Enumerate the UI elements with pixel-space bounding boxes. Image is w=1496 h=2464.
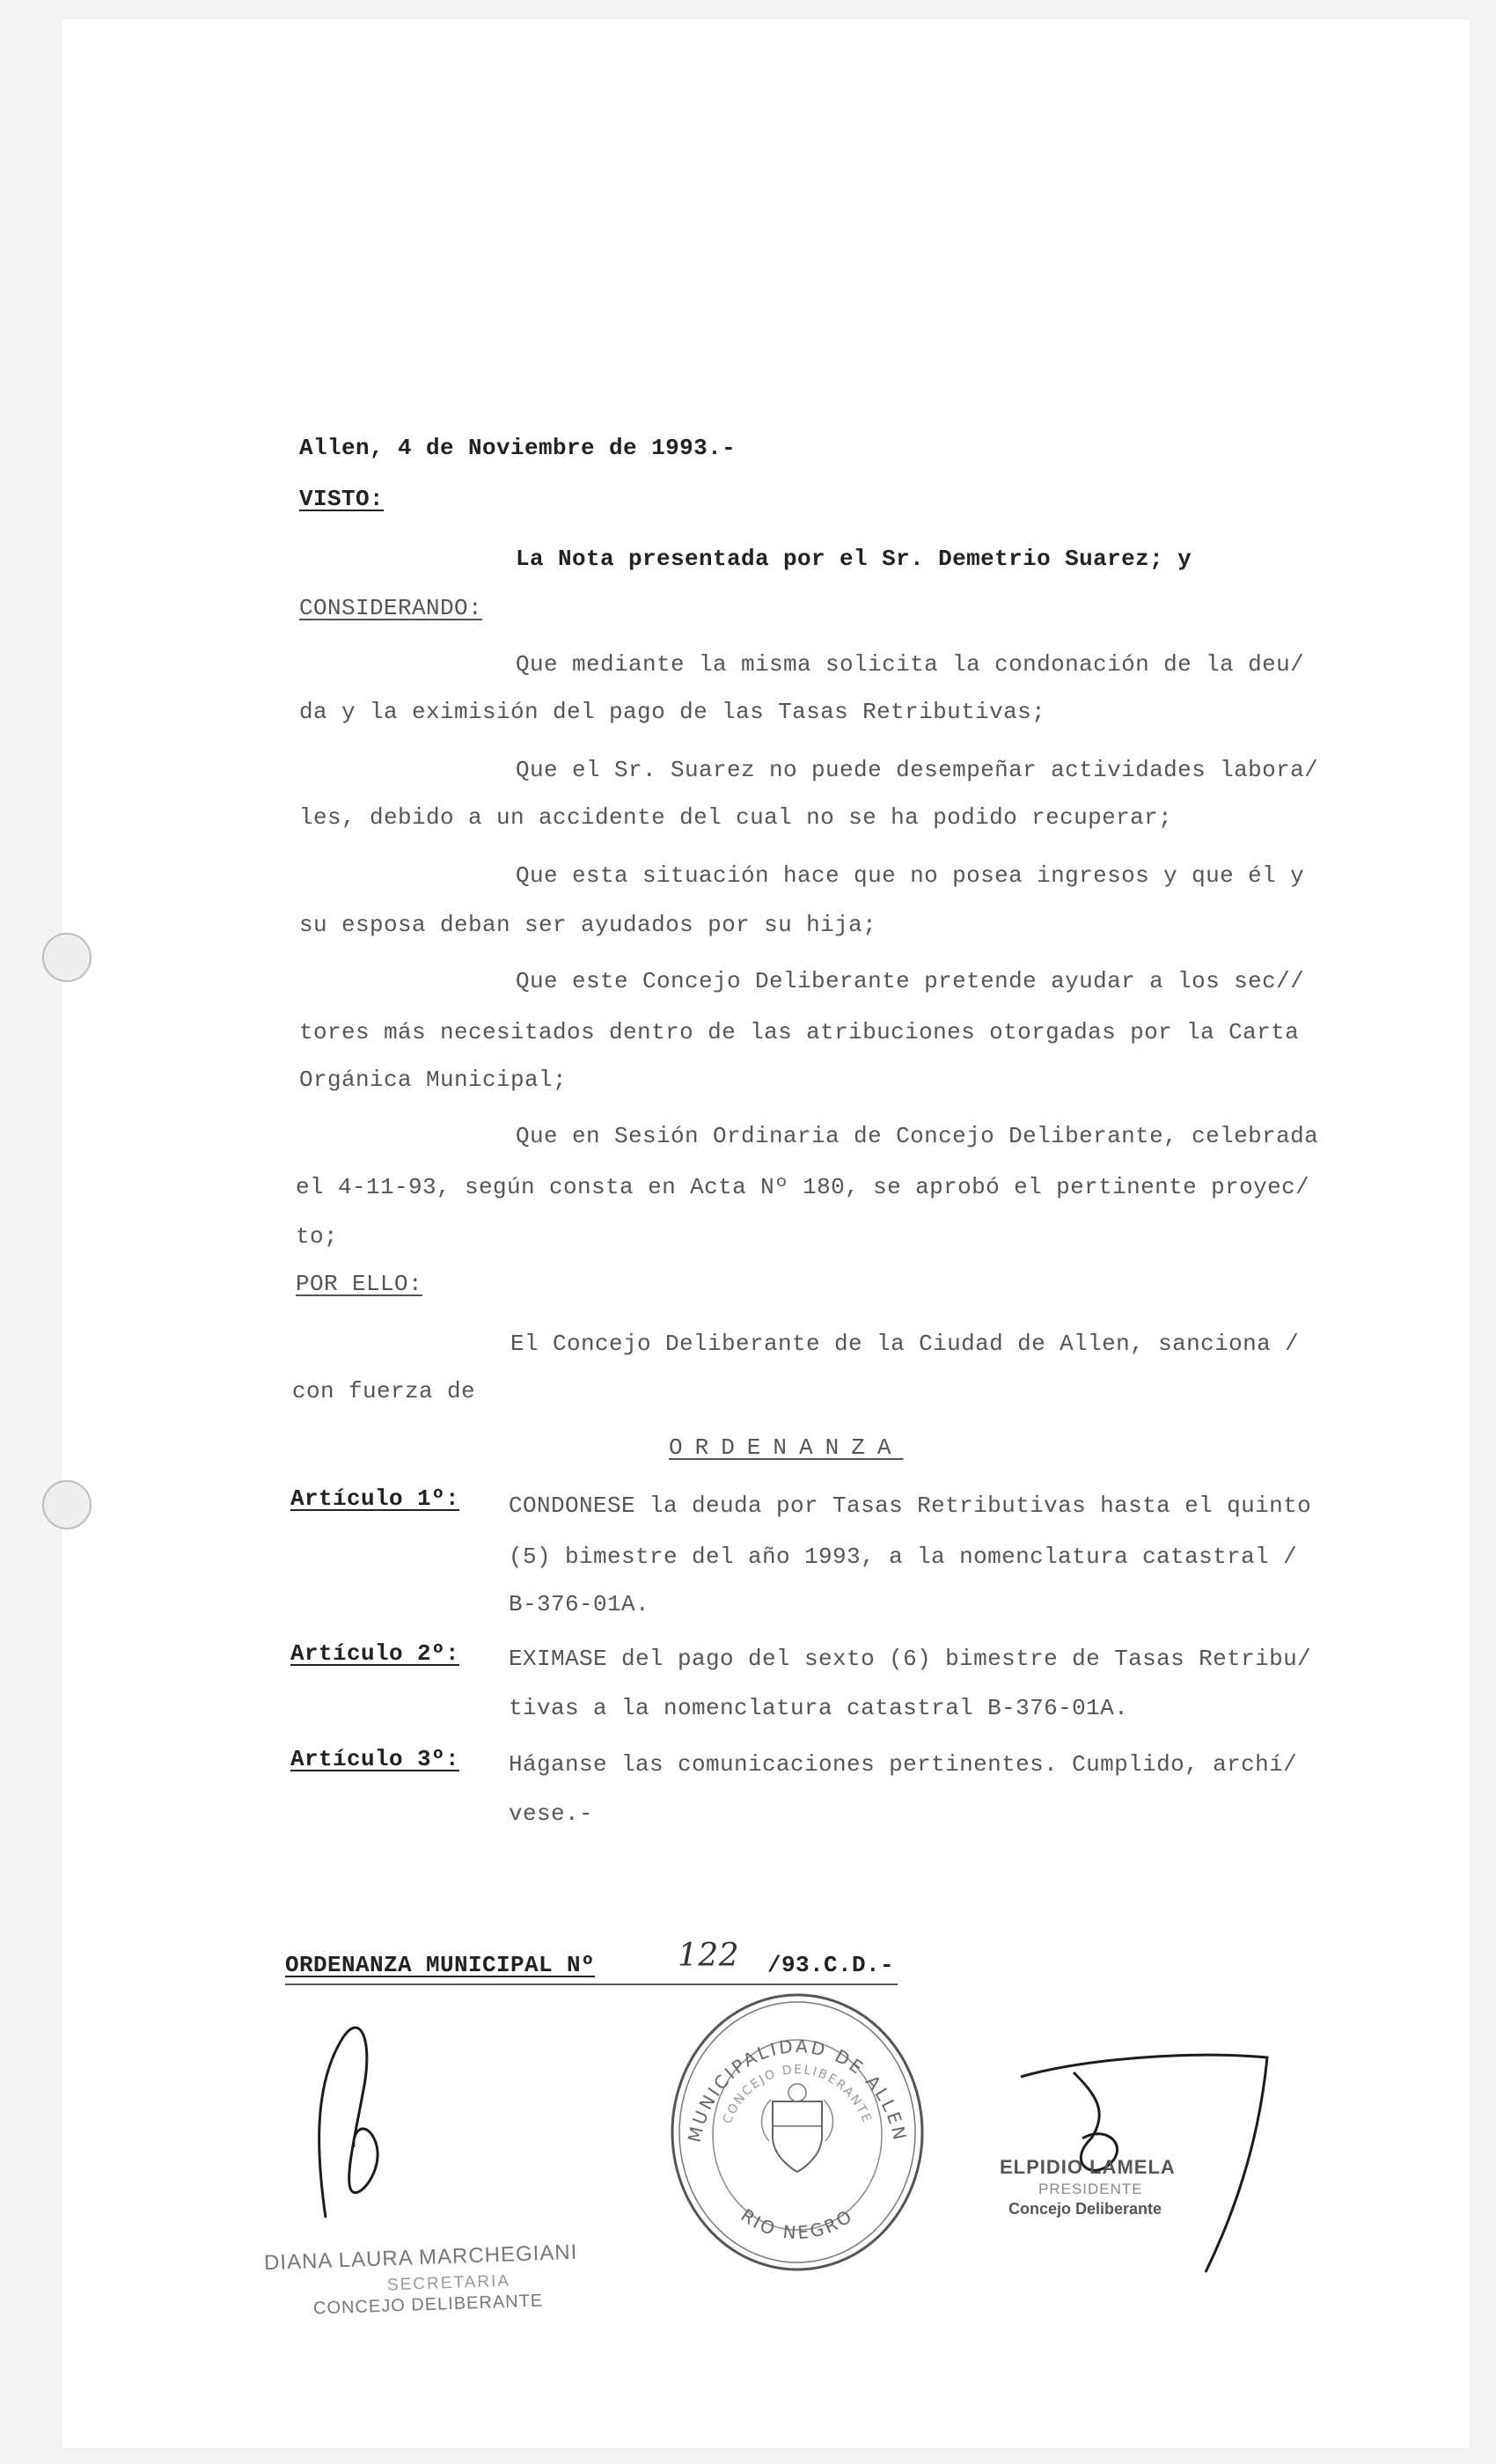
considerando-line: les, debido a un accidente del cual no se ha podido recuperar; <box>299 804 1173 831</box>
considerando-line: Que el Sr. Suarez no puede desempeñar actividades labora/ <box>516 757 1319 783</box>
left-signer-role: SECRETARIA <box>386 2271 511 2295</box>
considerando-line: da y la eximisión del pago de las Tasas Retributivas; <box>299 699 1046 725</box>
considerando-line: el 4-11-93, según consta en Acta Nº 180, se aprobó el pertinente proyec/ <box>296 1174 1310 1200</box>
article-1-label: Artículo 1º: <box>290 1485 460 1512</box>
date-line: Allen, 4 de Noviembre de 1993.- <box>299 435 737 461</box>
left-signer-body: CONCEJO DELIBERANTE <box>312 2291 544 2319</box>
considerando-line: Que este Concejo Deliberante pretende ayudar a los sec// <box>516 968 1305 994</box>
right-signer-role: PRESIDENTE <box>1038 2181 1143 2197</box>
punch-hole-bottom <box>42 1480 92 1529</box>
considerando-line: su esposa deban ser ayudados por su hija; <box>299 912 877 938</box>
visto-text: La Nota presentada por el Sr. Demetrio Suarez; y <box>516 546 1192 572</box>
svg-text:RIO NEGRO <box>737 2204 858 2243</box>
considerando-line: tores más necesitados dentro de las atribuciones otorgadas por la Carta <box>299 1019 1300 1045</box>
svg-text:MUNICIPALIDAD DE ALLEN <box>684 2035 912 2145</box>
ordinance-underline <box>285 1984 898 1985</box>
considerando-line: Orgánica Municipal; <box>299 1067 568 1093</box>
left-signature-icon <box>290 2015 414 2226</box>
article-3-line: Háganse las comunicaciones pertinentes. Cumplido, archí/ <box>509 1751 1298 1778</box>
article-3-line: vese.- <box>509 1800 594 1827</box>
seal-top-text: MUNICIPALIDAD DE ALLEN <box>683 2035 912 2145</box>
ordinance-number: 122 <box>678 1938 739 1974</box>
considerando-line: to; <box>296 1223 339 1250</box>
right-signer-name: ELPIDIO LAMELA <box>1000 2156 1176 2178</box>
article-3-label: Artículo 3º: <box>290 1746 460 1772</box>
seal-inner-text: CONCEJO DELIBERANTE <box>720 2063 875 2126</box>
ordenanza-title: ORDENANZA <box>669 1434 904 1461</box>
article-2-label: Artículo 2º: <box>290 1640 460 1667</box>
considerando-line: Que en Sesión Ordinaria de Concejo Deliberante, celebrada <box>516 1123 1319 1149</box>
considerando-heading: CONSIDERANDO: <box>299 595 483 621</box>
por-ello-line: con fuerza de <box>292 1378 476 1404</box>
por-ello-line: El Concejo Deliberante de la Ciudad de Allen, sanciona / <box>510 1331 1300 1357</box>
article-2-line: tivas a la nomenclatura catastral B-376-01A. <box>509 1695 1129 1721</box>
considerando-line: Que mediante la misma solicita la condonación de la deu/ <box>516 651 1305 678</box>
article-1-line: B-376-01A. <box>509 1591 650 1617</box>
visto-heading: VISTO: <box>299 486 385 512</box>
coat-of-arms-icon <box>762 2084 833 2172</box>
article-2-line: EXIMASE del pago del sexto (6) bimestre de Tasas Retribu/ <box>509 1646 1312 1672</box>
ordinance-suffix: /93.C.D.- <box>767 1952 895 1978</box>
municipal-seal-icon <box>665 1987 929 2277</box>
article-1-line: CONDONESE la deuda por Tasas Retributivas hasta el quinto <box>509 1492 1312 1519</box>
seal-bottom-text: RIO NEGRO <box>737 2204 858 2244</box>
considerando-line: Que esta situación hace que no posea ingresos y que él y <box>516 862 1305 889</box>
article-1-line: (5) bimestre del año 1993, a la nomenclatura catastral / <box>509 1544 1298 1570</box>
punch-hole-top <box>42 933 92 982</box>
right-signer-body: Concejo Deliberante <box>1008 2200 1162 2218</box>
por-ello-heading: POR ELLO: <box>296 1271 423 1297</box>
left-signer-name: DIANA LAURA MARCHEGIANI <box>263 2240 578 2276</box>
ordinance-label: ORDENANZA MUNICIPAL Nº <box>285 1952 596 1978</box>
